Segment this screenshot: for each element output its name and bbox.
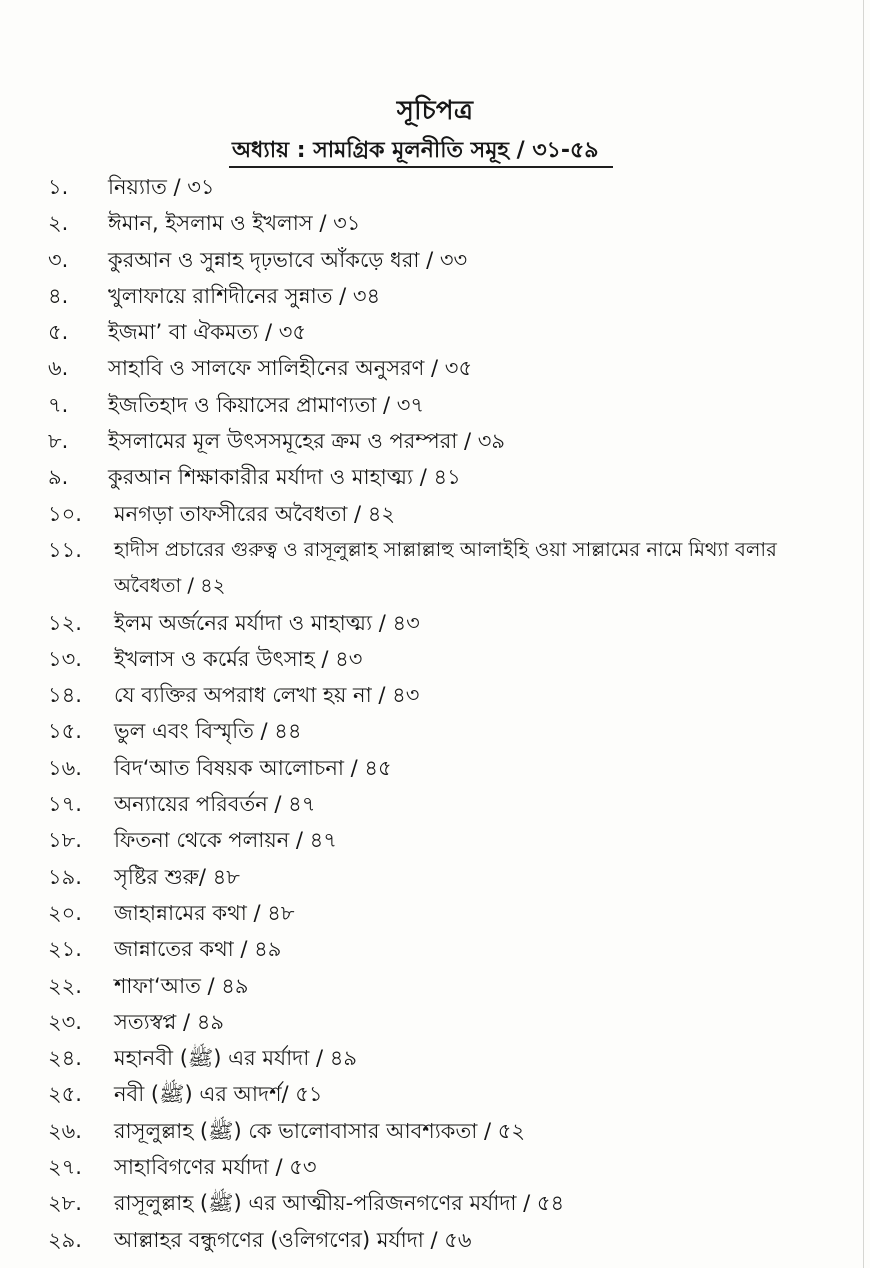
toc-entry-title: নবী (ﷺ) এর আদর্শ/ ৫১: [114, 1082, 323, 1107]
toc-entry-6: [0, 350, 870, 386]
toc-entry-19: [0, 859, 870, 895]
toc-entry-number: ৭.: [48, 392, 69, 417]
toc-entry-title: নিয়্যাত / ৩১: [108, 175, 215, 199]
toc-entry-1: [0, 169, 870, 205]
toc-entry-7: [0, 387, 870, 423]
toc-entry-title: হাদীস প্রচারের গুরুত্ব ও রাসূলুল্লাহ সাল্লাল্লাহু আলাইহি ওয়া সাল্লামের নামে মিথ্যা বলার অবৈধতা / ৪২: [114, 537, 777, 598]
toc-entry-2: [0, 205, 870, 241]
table-of-contents: [0, 169, 870, 1258]
section-heading: অধ্যায় : সামগ্রিক মূলনীতি সমূহ / ৩১-৫৯: [232, 138, 599, 163]
toc-entry-number: ১৯.: [48, 864, 82, 889]
toc-entry-number: ২২.: [48, 973, 82, 998]
toc-entry-number: ২৮.: [48, 1191, 82, 1216]
toc-entry-3: [0, 242, 870, 278]
toc-entry-number: ২৪.: [48, 1046, 82, 1071]
toc-entry-number: ৪.: [48, 283, 69, 308]
toc-entry-number: ১২.: [48, 610, 82, 635]
toc-entry-title: অন্যায়ের পরিবর্তন / ৪৭: [114, 792, 316, 817]
toc-entry-title: জান্নাতের কথা / ৪৯: [114, 937, 282, 962]
toc-entry-number: ২.: [48, 211, 69, 236]
toc-entry-number: ২০.: [48, 900, 82, 925]
toc-entry-title: সাহাবিগণের মর্যাদা / ৫৩: [114, 1155, 317, 1180]
toc-entry-11: [0, 532, 870, 605]
toc-entry-number: ১৫.: [48, 719, 82, 744]
toc-entry-number: ৯.: [48, 465, 69, 490]
toc-entry-14: [0, 677, 870, 713]
toc-entry-number: ১১.: [48, 537, 82, 562]
toc-entry-number: ১০.: [48, 501, 82, 526]
toc-entry-10: [0, 496, 870, 532]
toc-entry-15: [0, 713, 870, 749]
toc-entry-22: [0, 968, 870, 1004]
section-heading-underline: [229, 166, 613, 168]
toc-entry-26: [0, 1113, 870, 1149]
toc-entry-18: [0, 822, 870, 858]
toc-entry-20: [0, 895, 870, 931]
toc-entry-24: [0, 1040, 870, 1076]
toc-entry-title: খুলাফায়ে রাশিদীনের সুন্নাত / ৩৪: [108, 283, 381, 308]
toc-entry-number: ১৩.: [48, 646, 82, 671]
toc-entry-13: [0, 641, 870, 677]
toc-entry-number: ২৯.: [48, 1227, 82, 1252]
toc-entry-12: [0, 605, 870, 641]
toc-entry-29: [0, 1222, 870, 1258]
toc-entry-number: ৮.: [48, 429, 69, 454]
page-title: সূচিপত্র: [396, 96, 474, 126]
toc-entry-number: ৫.: [48, 320, 69, 345]
toc-entry-number: ১৭.: [48, 792, 82, 817]
toc-entry-4: [0, 278, 870, 314]
toc-entry-title: রাসূলুল্লাহ (ﷺ) এর আত্মীয়-পরিজনগণের মর্যাদা / ৫৪: [114, 1191, 565, 1216]
toc-entry-16: [0, 750, 870, 786]
toc-entry-number: ২৩.: [48, 1009, 82, 1034]
toc-entry-title: সত্যস্বপ্ন / ৪৯: [114, 1009, 224, 1034]
toc-entry-number: ২৬.: [48, 1118, 82, 1143]
toc-entry-9: [0, 459, 870, 495]
toc-entry-title: ইজমা’ বা ঐকমত্য / ৩৫: [108, 320, 307, 345]
toc-entry-number: ১৪.: [48, 683, 82, 708]
toc-entry-title: মনগড়া তাফসীরের অবৈধতা / ৪২: [114, 501, 396, 526]
toc-entry-28: [0, 1185, 870, 1221]
toc-entry-title: কুরআন শিক্ষাকারীর মর্যাদা ও মাহাত্ম্য / ৪১: [108, 465, 461, 490]
toc-entry-title: ইজতিহাদ ও কিয়াসের প্রামাণ্যতা / ৩৭: [108, 392, 425, 417]
toc-entry-17: [0, 786, 870, 822]
toc-entry-title: শাফা‘আত / ৪৯: [114, 973, 249, 998]
toc-entry-title: বিদ‘আত বিষয়ক আলোচনা / ৪৫: [114, 755, 392, 780]
toc-entry-21: [0, 931, 870, 967]
toc-entry-title: ইখলাস ও কর্মের উৎসাহ / ৪৩: [114, 646, 363, 671]
toc-entry-number: ১৬.: [48, 755, 82, 780]
toc-entry-title: ভুল এবং বিস্মৃতি / ৪৪: [114, 719, 302, 744]
toc-entry-number: ২৫.: [48, 1082, 82, 1107]
toc-entry-title: মহানবী (ﷺ) এর মর্যাদা / ৪৯: [114, 1046, 357, 1071]
toc-entry-25: [0, 1076, 870, 1112]
toc-entry-title: ঈমান, ইসলাম ও ইখলাস / ৩১: [108, 211, 361, 236]
toc-entry-title: ইলম অর্জনের মর্যাদা ও মাহাত্ম্য / ৪৩: [114, 610, 420, 635]
toc-entry-title: যে ব্যক্তির অপরাধ লেখা হয় না / ৪৩: [114, 683, 420, 708]
toc-entry-title: জাহান্নামের কথা / ৪৮: [114, 900, 295, 925]
toc-entry-8: [0, 423, 870, 459]
toc-entry-title: সৃষ্টির শুরু/ ৪৮: [114, 864, 240, 889]
toc-entry-number: ৩.: [48, 247, 69, 272]
toc-entry-number: ১৮.: [48, 828, 82, 853]
toc-entry-5: [0, 314, 870, 350]
toc-entry-title: রাসূলুল্লাহ (ﷺ) কে ভালোবাসার আবশ্যকতা / ৫২: [114, 1118, 526, 1143]
toc-entry-23: [0, 1004, 870, 1040]
toc-entry-number: ২৭.: [48, 1155, 82, 1180]
toc-entry-title: ইসলামের মূল উৎসসমূহের ক্রম ও পরম্পরা / ৩৯: [108, 429, 506, 454]
toc-entry-number: ৬.: [48, 356, 69, 381]
toc-entry-title: আল্লাহর বন্ধুগণের (ওলিগণের) মর্যাদা / ৫৬: [114, 1227, 472, 1252]
toc-entry-title: ফিতনা থেকে পলায়ন / ৪৭: [114, 828, 337, 853]
toc-entry-27: [0, 1149, 870, 1185]
toc-entry-title: কুরআন ও সুন্নাহ দৃঢ়ভাবে আঁকড়ে ধরা / ৩৩: [108, 247, 468, 272]
toc-entry-number: ২১.: [48, 937, 82, 962]
toc-entry-title: সাহাবি ও সালফে সালিহীনের অনুসরণ / ৩৫: [108, 356, 473, 381]
toc-entry-number: ১.: [48, 175, 69, 199]
